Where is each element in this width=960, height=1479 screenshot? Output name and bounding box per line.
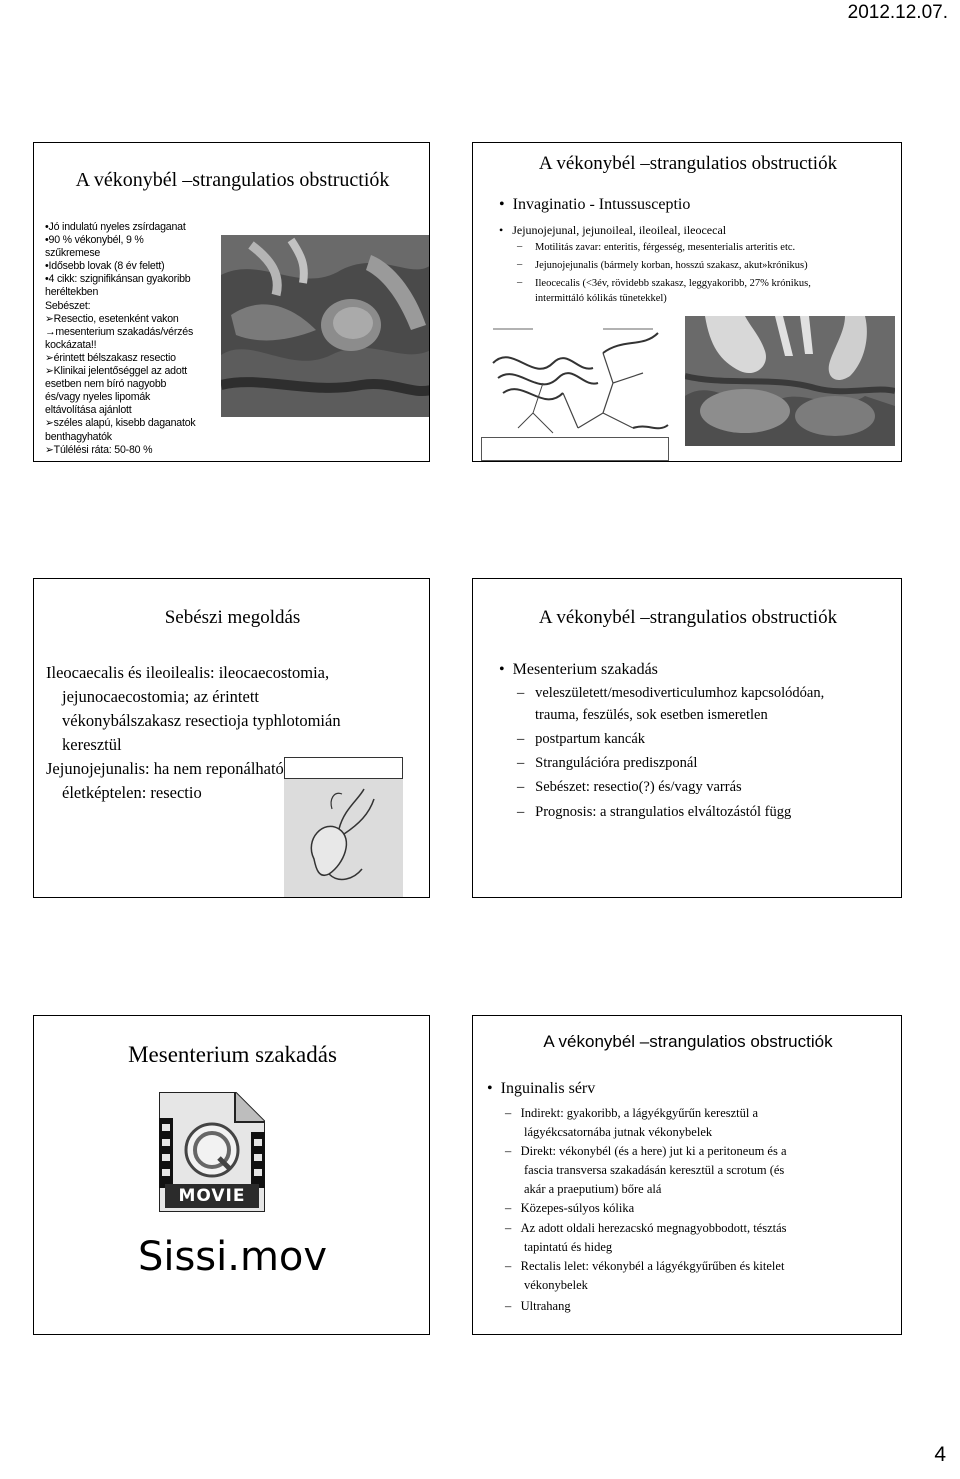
bullet-text: Invaginatio - Intussusceptio bbox=[512, 196, 691, 213]
bullet-mesenterium: • Mesenterium szakadás bbox=[499, 661, 658, 678]
text-line: ➢széles alapú, kisebb daganatok bbox=[45, 417, 196, 430]
bullet-types: • Jejunojejunal, jejunoileal, ileoileal, ileocecal bbox=[499, 223, 727, 237]
subitem: trauma, feszülés, sok esetben ismeretlen bbox=[535, 707, 768, 723]
subitem: fascia transversa szakadásán keresztül a scrotum (és bbox=[524, 1163, 785, 1177]
bullet-invaginatio: • Invaginatio - Intussusceptio bbox=[499, 196, 691, 213]
subitem: – Sebészet: resectio(?) és/vagy varrás bbox=[517, 779, 742, 795]
movie-file-icon[interactable] bbox=[159, 1092, 265, 1212]
slide-1 bbox=[33, 142, 430, 462]
subitem-text: Ultrahang bbox=[520, 1299, 571, 1313]
text-line: ➢Klinikai jelentőséggel az adott bbox=[45, 365, 188, 378]
bullet-inguinalis: • Inguinalis sérv bbox=[487, 1080, 596, 1097]
subitem-text: veleszületett/mesodiverticulumhoz kapcsolódóan, bbox=[535, 685, 825, 701]
text-line: eltávolítása ajánlott bbox=[45, 404, 132, 417]
subitem: – Ultrahang bbox=[505, 1299, 571, 1313]
slide-5-title: Mesenterium szakadás bbox=[128, 1042, 337, 1067]
text-line: kockázata!! bbox=[45, 338, 97, 351]
movie-label: MOVIE bbox=[178, 1186, 246, 1206]
slide-3 bbox=[33, 578, 430, 898]
text-line: •Jó indulatú nyeles zsírdaganat bbox=[45, 221, 186, 233]
text-line: •4 cikk: szignifikánsan gyakoribb bbox=[45, 273, 191, 286]
subitem-text: Indirekt: gyakoribb, a lágyékgyűrűn keresztül a bbox=[520, 1106, 759, 1120]
document-date: 2012.12.07. bbox=[847, 2, 948, 23]
subitem-text: Közepes-súlyos kólika bbox=[520, 1201, 635, 1215]
text-line: ➢Resectio, esetenként vakon bbox=[45, 312, 179, 325]
bullet-text: Jejunojejunal, jejunoileal, ileoileal, ileocecal bbox=[512, 223, 727, 237]
text-line: jejunocaecostomia; az érintett bbox=[62, 687, 259, 706]
subitem: – Az adott oldali herezacskó megnagyobbodott, tésztás bbox=[505, 1221, 787, 1235]
bullet-text: Inguinalis sérv bbox=[500, 1080, 596, 1097]
subitem-text: Sebészet: resectio(?) és/vagy varrás bbox=[535, 779, 742, 795]
text-line: Jejunojejunalis: ha nem reponálható bbox=[46, 759, 284, 778]
subitem: lágyékcsatornába jutnak vékonybelek bbox=[524, 1125, 713, 1139]
text-line: •Idősebb lovak (8 év felett) bbox=[45, 260, 165, 273]
movie-file-name[interactable]: Sissi.mov bbox=[137, 1234, 328, 1280]
text-line: Sebészet: bbox=[45, 299, 91, 312]
text-line: Ileocaecalis és ileoilealis: ileocaecostomia, bbox=[46, 663, 330, 682]
intussusception-diagram bbox=[483, 323, 673, 443]
subitem: Jejunojejunalis (bármely korban, hosszú szakasz, akut»krónikus) bbox=[535, 260, 808, 271]
text-line: ➢érintett bélszakasz resectio bbox=[45, 351, 176, 364]
subitem: – Közepes-súlyos kólika bbox=[505, 1201, 635, 1215]
text-line: esetben nem bíró nagyobb bbox=[45, 378, 167, 391]
dash-marker: – bbox=[517, 277, 523, 288]
image-caption-box bbox=[284, 757, 403, 779]
dash-marker: – bbox=[517, 241, 523, 252]
subitem: Motilitás zavar: enteritis, férgesség, mesenterialis arteritis etc. bbox=[535, 242, 796, 253]
subitem: – Rectalis lelet: vékonybél a lágyékgyűrűben és kitelet bbox=[505, 1259, 785, 1273]
subitem: – postpartum kancák bbox=[517, 731, 646, 747]
slide-4-title: A vékonybél –strangulatios obstructiók bbox=[538, 607, 838, 628]
subitem: akár a praeputium) bőre alá bbox=[524, 1182, 662, 1196]
dash-marker: – bbox=[517, 259, 523, 270]
slide-1-title: A vékonybél –strangulatios obstructiók bbox=[75, 169, 390, 191]
text-line: →mesenterium szakadás/vérzés bbox=[45, 325, 194, 338]
subitem: – Direkt: vékonybél (és a here) jut ki a peritoneum és a bbox=[505, 1144, 787, 1158]
text-line: életképtelen: resectio bbox=[62, 783, 202, 802]
text-line: •90 % vékonybél, 9 % bbox=[45, 234, 144, 247]
subitem: intermittáló kólikás tünetekkel) bbox=[535, 293, 667, 304]
intussusception-photo bbox=[685, 316, 895, 446]
subitem-text: Rectalis lelet: vékonybél a lágyékgyűrűben és kitelet bbox=[520, 1259, 785, 1273]
page-number: 4 bbox=[934, 1443, 946, 1466]
subitem-text: Az adott oldali herezacskó megnagyobbodott, tésztás bbox=[520, 1221, 787, 1235]
text-line: benthagyhatók bbox=[45, 430, 112, 443]
slide-1-text bbox=[45, 221, 225, 457]
slide-4 bbox=[472, 578, 902, 898]
surgery-sketch-image bbox=[284, 779, 403, 897]
slide-2 bbox=[472, 142, 902, 462]
subitem: – Strangulációra prediszponál bbox=[517, 755, 698, 771]
subitem-text: Prognosis: a strangulatios elváltozástól függ bbox=[535, 804, 792, 820]
subitem: – veleszületett/mesodiverticulumhoz kapcsolódóan, bbox=[517, 685, 825, 701]
slide-6-title: A vékonybél –strangulatios obstructiók bbox=[543, 1032, 833, 1051]
bullet-text: Mesenterium szakadás bbox=[512, 661, 658, 678]
subitem: – Indirekt: gyakoribb, a lágyékgyűrűn keresztül a bbox=[505, 1106, 759, 1120]
subitem: – Prognosis: a strangulatios elváltozástól függ bbox=[517, 804, 792, 820]
diagram-caption-box bbox=[481, 437, 669, 461]
text-line: heréltekben bbox=[45, 286, 99, 299]
slide-2-title: A vékonybél –strangulatios obstructiók bbox=[538, 153, 838, 174]
text-line: és/vagy nyeles lipomák bbox=[45, 391, 151, 404]
slide-6 bbox=[472, 1015, 902, 1335]
subitem-text: postpartum kancák bbox=[535, 731, 646, 747]
subitem: tapintatú és hideg bbox=[524, 1240, 613, 1254]
subitem-text: Strangulációra prediszponál bbox=[535, 755, 698, 771]
text-line: szűkremese bbox=[45, 247, 101, 260]
slide-3-title: Sebészi megoldás bbox=[164, 607, 301, 628]
subitem-text: Direkt: vékonybél (és a here) jut ki a peritoneum és a bbox=[520, 1144, 787, 1158]
subitem: vékonybelek bbox=[524, 1278, 588, 1292]
text-line: vékonybálszakasz resectioja typhlotomián bbox=[62, 711, 341, 730]
slide-5 bbox=[33, 1015, 430, 1335]
subitem: Ileocecalis (<3év, rövidebb szakasz, leggyakoribb, 27% krónikus, bbox=[535, 278, 811, 289]
lipoma-surgery-photo bbox=[221, 235, 430, 417]
text-line: ➢Túlélési ráta: 50-80 % bbox=[45, 443, 153, 456]
text-line: keresztül bbox=[62, 735, 122, 754]
